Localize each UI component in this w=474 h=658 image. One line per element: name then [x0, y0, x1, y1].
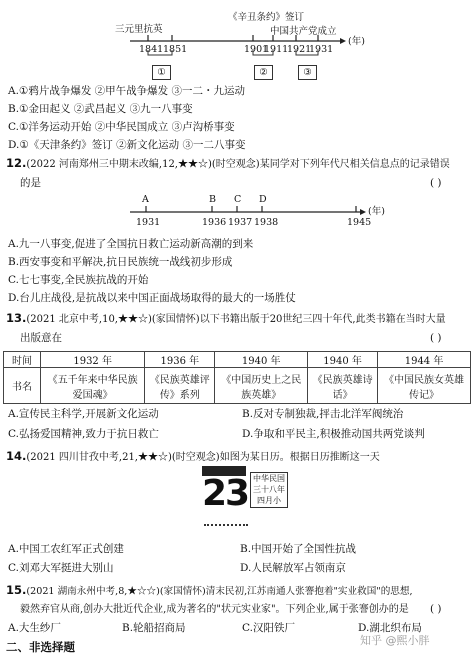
q12-stem-line1: (2022 河南郑州三中期末改编,12,★★☆)(时空观念)某同学对下列年代尺相关信息点的记录错误 — [26, 159, 450, 170]
year-1851: 1851 — [163, 44, 188, 55]
year-1931: 1931 — [309, 44, 334, 55]
q12-option-c[interactable]: C.七七事变,全民族抗战的开始 — [8, 274, 149, 286]
timeline-unit-q12: (年) — [368, 206, 385, 217]
table-cell: 1936 年 — [145, 352, 215, 368]
year-1937: 1937 — [228, 217, 253, 228]
table-row — [4, 368, 471, 404]
year-1901: 1901 — [244, 44, 269, 55]
q13-stem — [6, 312, 446, 326]
timeline-q11 — [0, 0, 474, 80]
q13-books-table — [3, 351, 471, 404]
table-row — [4, 352, 471, 368]
q11-option-d[interactable]: D.①《天津条约》签订 ②新文化运动 ③一二八事变 — [8, 139, 246, 151]
calendar-image — [200, 466, 288, 532]
q11-option-b[interactable]: B.①金田起义 ②武昌起义 ③九一八事变 — [8, 103, 193, 115]
book-line: 《五千年来中华民族 — [47, 374, 138, 386]
marker-3-label: ③ — [298, 65, 317, 80]
marker-2 — [254, 60, 273, 80]
q15-stem — [6, 584, 413, 598]
year-1841: 1841 — [139, 44, 164, 55]
year-1921: 1921 — [287, 44, 312, 55]
year-1911: 1911 — [264, 44, 289, 55]
q13-number: 13. — [6, 311, 27, 325]
q14-option-b[interactable]: B.中国开始了全国性抗战 — [240, 543, 357, 555]
q14-stem-text: (2021 四川甘孜中考,21,★★☆)(时空观念)如图为某日历。根据日历推断这一天 — [26, 452, 380, 463]
q12-option-b[interactable]: B.西安事变和平解决,抗日民族统一战线初步形成 — [8, 256, 233, 268]
q14-option-c[interactable]: C.刘邓大军挺进大别山 — [8, 562, 114, 574]
table-cell: 1940 年 — [308, 352, 378, 368]
table-head-time: 时间 — [4, 352, 41, 368]
book-line: 传》系列 — [159, 389, 200, 401]
timeline-label-cpc: 中国共产党成立 — [270, 26, 337, 37]
book-line: 话》 — [332, 389, 353, 401]
table-cell — [215, 368, 308, 404]
book-line: 族英雄》 — [241, 389, 282, 401]
q13-option-c[interactable]: C.弘扬爱国精神,致力于抗日救亡 — [8, 428, 159, 440]
q13-option-d[interactable]: D.争取和平民主,积极推动国共两党谈判 — [242, 428, 425, 440]
year-1936: 1936 — [202, 217, 227, 228]
q14-option-a[interactable]: A.中国工农红军正式创建 — [8, 543, 124, 555]
q14-number: 14. — [6, 449, 27, 463]
book-line: 《民族英雄诗 — [312, 374, 373, 386]
calendar-year: 三十八年 — [253, 485, 285, 494]
q12-option-a[interactable]: A.九一八事变,促进了全国抗日救亡运动新高潮的到来 — [8, 238, 254, 250]
calendar-month: 四月小 — [257, 496, 281, 505]
marker-1-label: ① — [152, 65, 171, 80]
watermark: 知乎 @熙小胖 — [360, 634, 430, 647]
q11-option-c[interactable]: C.①洋务运动开始 ②中华民国成立 ③卢沟桥事变 — [8, 121, 235, 133]
q14-stem — [6, 450, 380, 464]
table-head-title: 书名 — [4, 368, 41, 404]
q15-option-d[interactable]: D.湖北织布局 — [358, 622, 422, 634]
timeline-label-xinchou: 《辛丑条约》签订 — [228, 12, 305, 23]
table-cell — [308, 368, 378, 404]
marker-2-label: ② — [254, 65, 273, 80]
timeline-unit: (年) — [348, 36, 365, 47]
table-cell — [41, 368, 145, 404]
year-1945: 1945 — [347, 217, 372, 228]
letter-a: A — [142, 194, 149, 205]
q15-option-c[interactable]: C.汉阳铁厂 — [242, 622, 295, 634]
q13-stem-line2: 出版意在 — [20, 332, 62, 344]
q12-number: 12. — [6, 156, 27, 170]
book-line: 爱国魂》 — [72, 389, 113, 401]
q13-option-a[interactable]: A.宣传民主科学,开展新文化运动 — [8, 408, 159, 420]
table-cell: 1944 年 — [378, 352, 471, 368]
book-line: 《民族英雄评 — [149, 374, 210, 386]
marker-3 — [298, 60, 317, 80]
timeline-arrow — [340, 38, 346, 44]
q15-option-b[interactable]: B.轮船招商局 — [122, 622, 186, 634]
marker-1 — [152, 60, 171, 80]
q15-stem-line1: (2021 湖南永州中考,8,★☆☆)(家国情怀)清末民初,江苏南通人张謇抱着"实业救国"的思想, — [26, 586, 413, 597]
letter-b: B — [209, 194, 216, 205]
year-1931b: 1931 — [136, 217, 161, 228]
q13-option-b[interactable]: B.反对专制独裁,抨击北洋军阀统治 — [242, 408, 404, 420]
q12-stem-line2: 的是 — [20, 177, 41, 189]
q13-stem-line1: (2021 北京中考,10,★★☆)(家国情怀)以下书籍出版于20世纪三四十年代,此类书籍在当时大量 — [26, 314, 446, 325]
q11-option-a[interactable]: A.①鸦片战争爆发 ②甲午战争爆发 ③一二・九运动 — [8, 85, 246, 97]
q14-option-d[interactable]: D.人民解放军占领南京 — [240, 562, 346, 574]
calendar-side-box — [250, 472, 288, 508]
q15-stem-line2: 毅然弃官从商,创办大批近代企业,成为著名的"状元实业家"。下列企业,属于张謇创办的是 — [20, 604, 409, 615]
q13-answer-bracket[interactable]: ( ) — [430, 332, 442, 344]
q15-number: 15. — [6, 583, 27, 597]
timeline-arrow — [360, 209, 366, 215]
section-heading: 二、非选择题 — [6, 640, 75, 654]
q15-option-a[interactable]: A.大生纱厂 — [8, 622, 61, 634]
q12-option-d[interactable]: D.台儿庄战役,是抗战以来中国正面战场取得的最大的一场胜仗 — [8, 292, 296, 304]
calendar-day: 23 — [202, 473, 249, 514]
letter-d: D — [259, 194, 267, 205]
calendar-era: 中华民国 — [253, 474, 285, 483]
table-cell: 1932 年 — [41, 352, 145, 368]
q12-stem — [6, 157, 450, 171]
calendar-bottom-marks — [204, 516, 248, 526]
book-line: 《中国民族女英雄 — [384, 374, 465, 386]
timeline-label-sanyuanli: 三元里抗英 — [115, 24, 163, 35]
table-cell — [145, 368, 215, 404]
book-line: 传记》 — [409, 389, 440, 401]
table-cell — [378, 368, 471, 404]
table-cell: 1940 年 — [215, 352, 308, 368]
book-line: 《中国历史上之民 — [221, 374, 302, 386]
year-1938: 1938 — [254, 217, 279, 228]
q12-answer-bracket[interactable]: ( ) — [430, 177, 442, 189]
q15-answer-bracket[interactable]: ( ) — [430, 603, 442, 615]
letter-c: C — [234, 194, 242, 205]
